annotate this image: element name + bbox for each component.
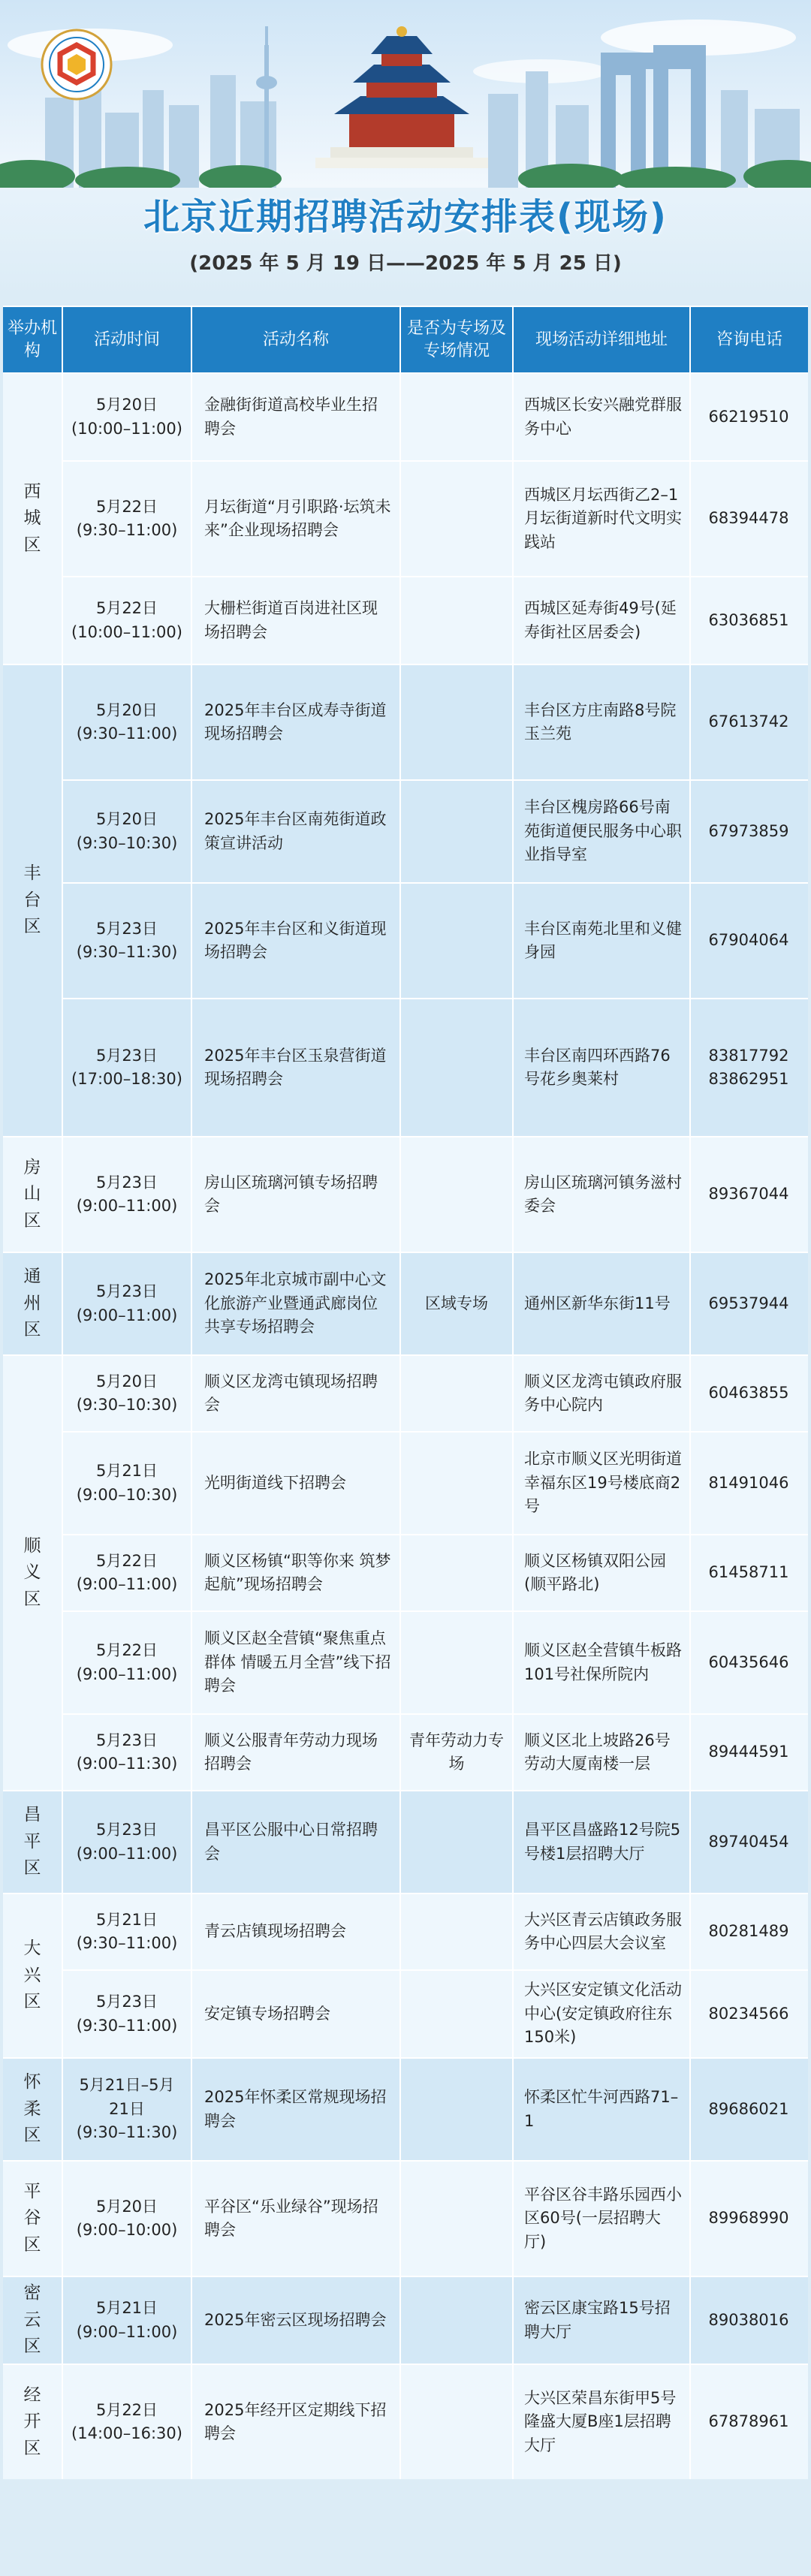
event-time xyxy=(77,1370,178,1418)
event-address: 顺义区杨镇双阳公园(顺平路北) xyxy=(514,1535,691,1610)
table-row xyxy=(63,2162,808,2276)
header-time: 活动时间 xyxy=(63,307,192,372)
event-address: 丰台区槐房路66号南苑街道便民服务中心职业指导室 xyxy=(514,781,691,882)
event-date: 5月21日–5月21日 xyxy=(79,2076,175,2118)
event-date: 5月23日 xyxy=(95,1046,158,1065)
event-hours: (17:00–18:30) xyxy=(71,1070,182,1088)
event-time-cell xyxy=(63,999,192,1136)
event-rows xyxy=(63,665,808,1136)
table-row xyxy=(63,1969,808,2057)
event-date: 5月21日 xyxy=(95,1462,158,1480)
event-name: 顺义区龙湾屯镇现场招聘会 xyxy=(192,1356,401,1431)
district-group xyxy=(3,2057,808,2160)
event-name: 青云店镇现场招聘会 xyxy=(192,1894,401,1969)
event-time xyxy=(77,1990,178,2038)
event-address: 昌平区昌盛路12号院5号楼1层招聘大厅 xyxy=(514,1791,691,1893)
district-cell: 顺义区 xyxy=(3,1356,63,1790)
event-rows xyxy=(63,1894,808,2057)
table-row xyxy=(63,2365,808,2479)
event-special-type xyxy=(401,577,514,664)
event-hours: (9:30–11:00) xyxy=(76,2016,178,2035)
event-time xyxy=(77,1460,178,1507)
event-name: 2025年经开区定期线下招聘会 xyxy=(192,2365,401,2479)
event-name: 2025年丰台区玉泉营街道现场招聘会 xyxy=(192,999,401,1136)
table-row xyxy=(63,665,808,779)
event-special-type xyxy=(401,1612,514,1713)
district-cell: 怀柔区 xyxy=(3,2059,63,2160)
event-special-type: 区域专场 xyxy=(401,1253,514,1354)
event-rows xyxy=(63,2365,808,2479)
event-date: 5月21日 xyxy=(95,1910,158,1929)
event-address: 丰台区南四环西路76号花乡奥莱村 xyxy=(514,999,691,1136)
event-special-type xyxy=(401,999,514,1136)
district-group xyxy=(3,2276,808,2364)
event-address: 怀柔区忙牛河西路71–1 xyxy=(514,2059,691,2160)
event-rows xyxy=(63,2277,808,2364)
event-time xyxy=(71,1044,182,1092)
event-phone: 89740454 xyxy=(708,1832,789,1851)
event-time-cell xyxy=(63,2162,192,2276)
event-special-type: 青年劳动力专场 xyxy=(401,1715,514,1790)
district-cell: 房山区 xyxy=(3,1137,63,1252)
event-phone: 69537944 xyxy=(708,1294,789,1312)
table-row xyxy=(63,1791,808,1893)
table-row xyxy=(63,374,808,460)
event-address: 密云区康宝路15号招聘大厅 xyxy=(514,2277,691,2364)
event-hours: (9:30–10:30) xyxy=(76,1396,178,1414)
event-time-cell xyxy=(63,1433,192,1534)
date-range-subtitle: (2025 年 5 月 19 日——2025 年 5 月 25 日) xyxy=(189,252,622,275)
event-time xyxy=(77,496,178,543)
event-time xyxy=(77,699,178,746)
event-time-cell xyxy=(63,884,192,998)
event-date: 5月21日 xyxy=(95,2299,158,2317)
event-rows xyxy=(63,2059,808,2160)
event-hours: (9:00–11:00) xyxy=(76,1844,178,1863)
event-rows xyxy=(63,2162,808,2276)
district-cell: 密云区 xyxy=(3,2277,63,2364)
event-time-cell xyxy=(63,462,192,576)
event-name: 平谷区“乐业绿谷”现场招聘会 xyxy=(192,2162,401,2276)
event-name: 顺义区杨镇“职等你来 筑梦起航”现场招聘会 xyxy=(192,1535,401,1610)
event-time-cell xyxy=(63,665,192,779)
event-phone: 80281489 xyxy=(708,1922,789,1941)
district-group xyxy=(3,372,808,664)
event-time xyxy=(77,1280,178,1327)
event-special-type xyxy=(401,374,514,460)
event-address: 丰台区南苑北里和义健身园 xyxy=(514,884,691,998)
event-rows xyxy=(63,1253,808,1354)
header-banner xyxy=(0,0,811,297)
event-hours: (9:00–11:30) xyxy=(76,1755,178,1773)
event-time-cell xyxy=(63,2365,192,2479)
event-address: 通州区新华东街11号 xyxy=(514,1253,691,1354)
event-hours: (9:00–11:00) xyxy=(76,1665,178,1683)
event-address: 顺义区北上坡路26号劳动大厦南楼一层 xyxy=(514,1715,691,1790)
event-name: 2025年北京城市副中心文化旅游产业暨通武廊岗位共享专场招聘会 xyxy=(192,1253,401,1354)
district-group xyxy=(3,1790,808,1893)
event-name: 2025年密云区现场招聘会 xyxy=(192,2277,401,2364)
event-hours: (9:00–11:00) xyxy=(76,1197,178,1215)
event-name: 光明街道线下招聘会 xyxy=(192,1433,401,1534)
event-date: 5月23日 xyxy=(95,919,158,938)
event-time-cell xyxy=(63,1253,192,1354)
event-time-cell xyxy=(63,1535,192,1610)
event-date: 5月20日 xyxy=(95,700,158,719)
table-row xyxy=(63,576,808,664)
event-address: 平谷区谷丰路乐园西小区60号(一层招聘大厅) xyxy=(514,2162,691,2276)
event-time-cell xyxy=(63,1356,192,1431)
event-hours: (9:30–11:00) xyxy=(76,725,178,743)
event-rows xyxy=(63,1137,808,1252)
header-name: 活动名称 xyxy=(192,307,401,372)
event-time xyxy=(77,1171,178,1219)
event-special-type xyxy=(401,2059,514,2160)
page-title: 北京近期招聘活动安排表(现场) xyxy=(143,196,668,238)
event-time-cell xyxy=(63,2277,192,2364)
event-time xyxy=(71,2074,183,2145)
event-time xyxy=(77,808,178,855)
table-row xyxy=(63,1610,808,1713)
event-date: 5月20日 xyxy=(95,396,158,414)
event-hours: (9:30–11:00) xyxy=(76,1934,178,1952)
event-time-cell xyxy=(63,781,192,882)
event-name: 2025年丰台区和义街道现场招聘会 xyxy=(192,884,401,998)
district-cell: 平谷区 xyxy=(3,2162,63,2276)
event-address: 北京市顺义区光明街道幸福东区19号楼底商2号 xyxy=(514,1433,691,1534)
table-row xyxy=(63,779,808,882)
event-time xyxy=(77,1550,178,1597)
event-name: 2025年丰台区成寿寺街道现场招聘会 xyxy=(192,665,401,779)
event-special-type xyxy=(401,2162,514,2276)
event-phone: 83817792 83862951 xyxy=(708,1046,789,1088)
recruitment-schedule-table xyxy=(3,306,808,2479)
district-group xyxy=(3,1136,808,1252)
event-address: 大兴区青云店镇政务服务中心四层大会议室 xyxy=(514,1894,691,1969)
event-phone: 89968990 xyxy=(708,2209,789,2228)
event-time-cell xyxy=(63,2059,192,2160)
event-address: 大兴区安定镇文化活动中心(安定镇政府往东150米) xyxy=(514,1971,691,2057)
district-group xyxy=(3,2160,808,2276)
district-cell: 西城区 xyxy=(3,374,63,664)
event-date: 5月23日 xyxy=(95,1282,158,1300)
organization-logo-icon xyxy=(39,27,114,102)
event-hours: (9:00–11:00) xyxy=(76,2322,178,2341)
district-group xyxy=(3,2364,808,2479)
event-special-type xyxy=(401,781,514,882)
event-phone: 68394478 xyxy=(708,509,789,528)
event-name: 昌平区公服中心日常招聘会 xyxy=(192,1791,401,1893)
event-hours: (9:30–11:30) xyxy=(76,943,178,961)
event-special-type xyxy=(401,1535,514,1610)
event-time xyxy=(71,393,182,441)
district-cell: 大兴区 xyxy=(3,1894,63,2057)
district-cell: 通州区 xyxy=(3,1253,63,1354)
event-time-cell xyxy=(63,1612,192,1713)
event-date: 5月20日 xyxy=(95,1372,158,1390)
district-group xyxy=(3,1252,808,1354)
event-phone: 63036851 xyxy=(708,610,789,629)
event-address: 西城区月坛西街乙2–1月坛街道新时代文明实践站 xyxy=(514,462,691,576)
header-org: 举办机构 xyxy=(3,307,63,372)
event-name: 顺义公服青年劳动力现场招聘会 xyxy=(192,1715,401,1790)
event-name: 2025年怀柔区常规现场招聘会 xyxy=(192,2059,401,2160)
event-time-cell xyxy=(63,1715,192,1790)
event-date: 5月23日 xyxy=(95,1993,158,2011)
event-phone: 67878961 xyxy=(708,2412,789,2431)
event-time-cell xyxy=(63,1791,192,1893)
district-cell: 经开区 xyxy=(3,2365,63,2479)
event-time-cell xyxy=(63,1894,192,1969)
event-hours: (9:00–10:00) xyxy=(76,2221,178,2239)
table-row xyxy=(63,1253,808,1354)
event-phone: 66219510 xyxy=(708,407,789,426)
table-row xyxy=(63,1431,808,1534)
event-hours: (9:00–11:00) xyxy=(76,1575,178,1593)
event-phone: 67973859 xyxy=(708,821,789,840)
event-time-cell xyxy=(63,374,192,460)
event-address: 房山区琉璃河镇务滋村委会 xyxy=(514,1137,691,1252)
event-phone: 67613742 xyxy=(708,713,789,731)
header-address: 现场活动详细地址 xyxy=(514,307,691,372)
event-date: 5月22日 xyxy=(95,1641,158,1659)
event-hours: (10:00–11:00) xyxy=(71,419,182,438)
event-name: 2025年丰台区南苑街道政策宣讲活动 xyxy=(192,781,401,882)
event-time xyxy=(71,2399,182,2446)
event-address: 丰台区方庄南路8号院玉兰苑 xyxy=(514,665,691,779)
event-phone: 89686021 xyxy=(708,2099,789,2118)
event-time xyxy=(77,1729,178,1776)
beijing-skyline-illustration xyxy=(0,0,811,188)
event-address: 顺义区龙湾屯镇政府服务中心院内 xyxy=(514,1356,691,1431)
event-special-type xyxy=(401,1894,514,1969)
event-special-type xyxy=(401,1433,514,1534)
event-time xyxy=(77,2195,178,2243)
event-time xyxy=(77,917,178,965)
table-row xyxy=(63,1356,808,1431)
event-time xyxy=(71,597,182,644)
event-special-type xyxy=(401,1971,514,2057)
event-time xyxy=(77,1639,178,1686)
event-address: 西城区延寿街49号(延寿街社区居委会) xyxy=(514,577,691,664)
event-hours: (9:30–11:00) xyxy=(76,521,178,539)
event-special-type xyxy=(401,1791,514,1893)
event-hours: (9:00–11:00) xyxy=(76,1306,178,1324)
table-row xyxy=(63,1137,808,1252)
table-row xyxy=(63,460,808,576)
event-time-cell xyxy=(63,577,192,664)
event-address: 大兴区荣昌东街甲5号隆盛大厦B座1层招聘大厅 xyxy=(514,2365,691,2479)
event-rows xyxy=(63,1356,808,1790)
event-hours: (9:00–10:30) xyxy=(76,1485,178,1504)
table-row xyxy=(63,2059,808,2160)
event-time-cell xyxy=(63,1137,192,1252)
district-cell: 昌平区 xyxy=(3,1791,63,1893)
event-phone: 81491046 xyxy=(708,1473,789,1492)
event-special-type xyxy=(401,462,514,576)
table-row xyxy=(63,2277,808,2364)
header-type: 是否为专场及专场情况 xyxy=(401,307,514,372)
event-name: 房山区琉璃河镇专场招聘会 xyxy=(192,1137,401,1252)
event-hours: (14:00–16:30) xyxy=(71,2424,182,2442)
event-phone: 80234566 xyxy=(708,2004,789,2023)
table-row xyxy=(63,882,808,998)
event-phone: 89038016 xyxy=(708,2310,789,2329)
event-date: 5月22日 xyxy=(95,1551,158,1570)
event-phone: 60435646 xyxy=(708,1653,789,1671)
event-time-cell xyxy=(63,1971,192,2057)
district-group xyxy=(3,1893,808,2057)
table-body xyxy=(3,372,808,2479)
district-group xyxy=(3,1354,808,1790)
event-name: 大栅栏街道百岗进社区现场招聘会 xyxy=(192,577,401,664)
table-row xyxy=(63,998,808,1136)
event-special-type xyxy=(401,2277,514,2364)
event-date: 5月20日 xyxy=(95,810,158,828)
event-special-type xyxy=(401,2365,514,2479)
event-date: 5月20日 xyxy=(95,2197,158,2216)
district-cell: 丰台区 xyxy=(3,665,63,1136)
event-hours: (9:30–10:30) xyxy=(76,833,178,852)
event-phone: 89444591 xyxy=(708,1743,789,1761)
event-rows xyxy=(63,374,808,664)
event-special-type xyxy=(401,1137,514,1252)
event-name: 顺义区赵全营镇“聚焦重点群体 情暖五月全营”线下招聘会 xyxy=(192,1612,401,1713)
event-name: 安定镇专场招聘会 xyxy=(192,1971,401,2057)
event-date: 5月22日 xyxy=(95,497,158,516)
event-phone: 89367044 xyxy=(708,1185,789,1204)
event-phone: 60463855 xyxy=(708,1384,789,1402)
event-phone: 61458711 xyxy=(708,1563,789,1582)
event-time xyxy=(77,1909,178,1956)
event-phone: 67904064 xyxy=(708,931,789,950)
header-phone: 咨询电话 xyxy=(716,330,782,349)
district-group xyxy=(3,664,808,1136)
event-special-type xyxy=(401,665,514,779)
table-row xyxy=(63,1534,808,1610)
event-hours: (10:00–11:00) xyxy=(71,622,182,641)
event-special-type xyxy=(401,1356,514,1431)
event-time xyxy=(77,1818,178,1866)
event-name: 月坛街道“月引职路·坛筑未来”企业现场招聘会 xyxy=(192,462,401,576)
table-row xyxy=(63,1894,808,1969)
event-address: 顺义区赵全营镇牛板路101号社保所院内 xyxy=(514,1612,691,1713)
event-hours: (9:30–11:30) xyxy=(76,2123,178,2142)
event-date: 5月22日 xyxy=(95,2400,158,2419)
event-date: 5月23日 xyxy=(95,1821,158,1839)
event-rows xyxy=(63,1791,808,1893)
event-time xyxy=(77,2297,178,2344)
event-special-type xyxy=(401,884,514,998)
event-date: 5月23日 xyxy=(95,1173,158,1192)
table-row xyxy=(63,1713,808,1790)
table-header-row xyxy=(3,307,808,372)
event-date: 5月23日 xyxy=(95,1731,158,1749)
event-name: 金融街街道高校毕业生招聘会 xyxy=(192,374,401,460)
event-date: 5月22日 xyxy=(95,599,158,617)
event-address: 西城区长安兴融党群服务中心 xyxy=(514,374,691,460)
